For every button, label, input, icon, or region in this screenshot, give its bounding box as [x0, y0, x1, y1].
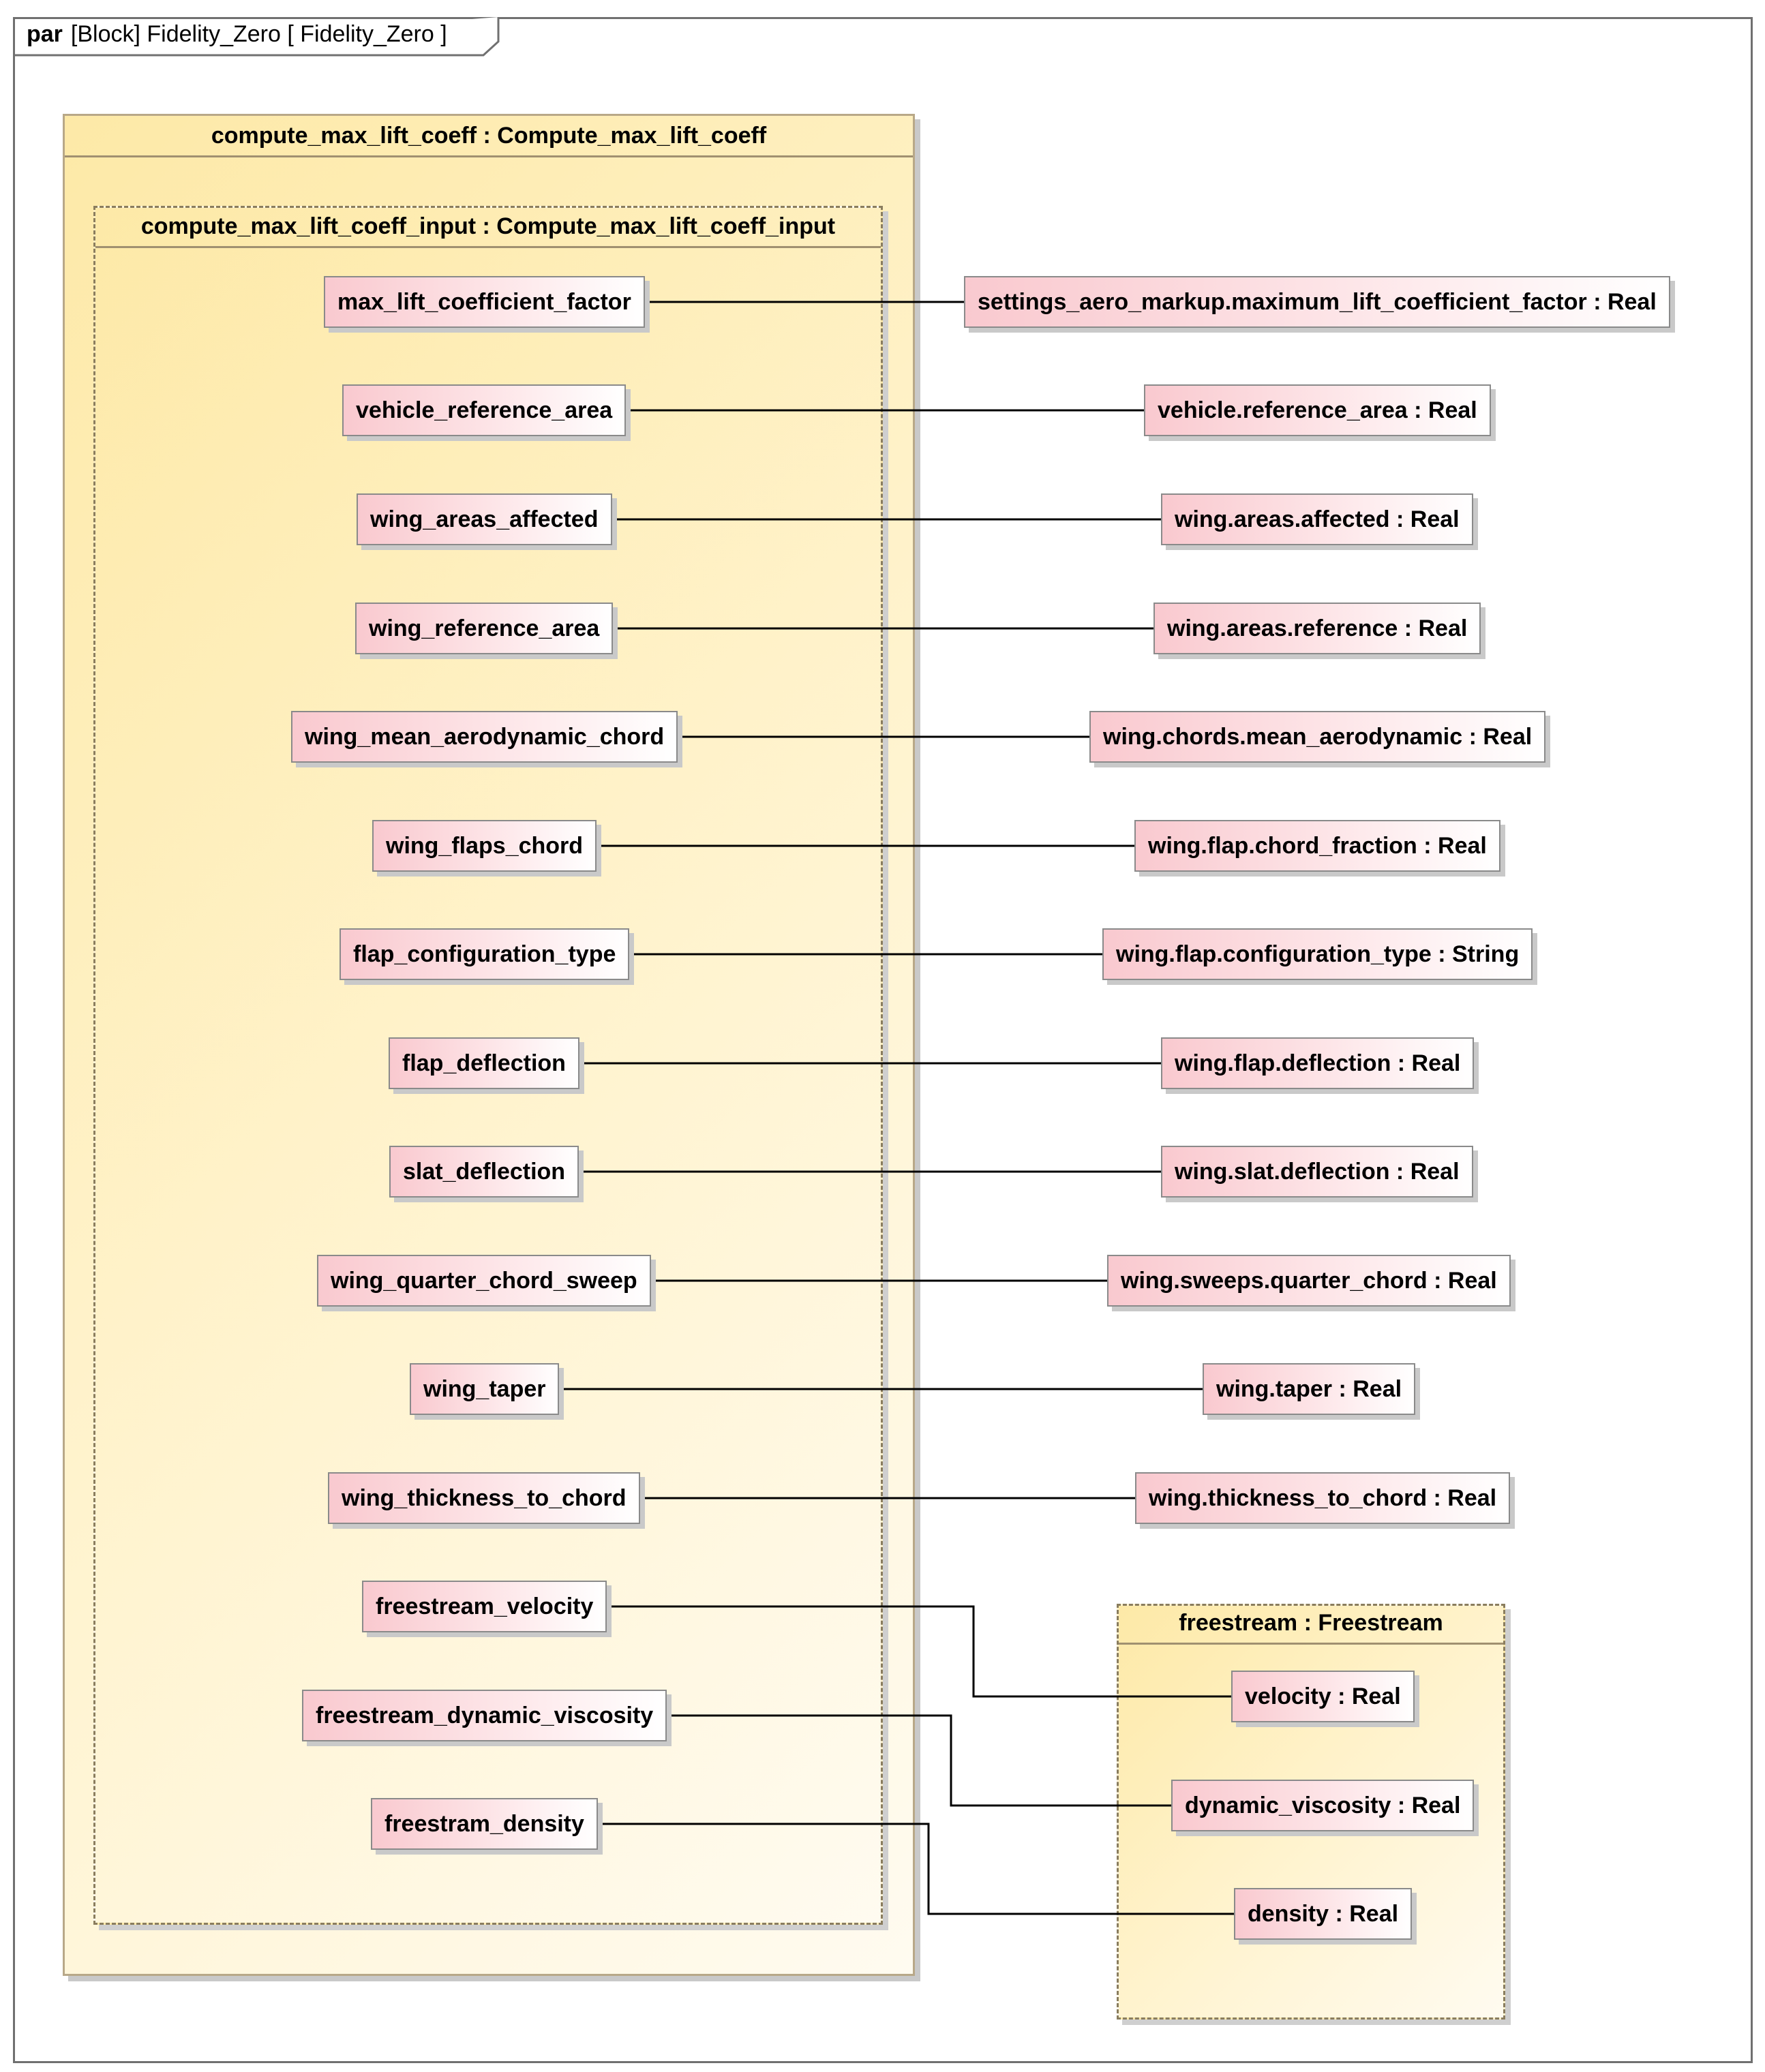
value-property-wing-flap-deflection[interactable]: wing.flap.deflection : Real — [1161, 1037, 1474, 1089]
value-property-wing-sweeps-quarter-chord[interactable]: wing.sweeps.quarter_chord : Real — [1107, 1255, 1511, 1307]
value-property-wing-slat-deflection[interactable]: wing.slat.deflection : Real — [1161, 1146, 1473, 1198]
diagram-kind-keyword: par — [27, 21, 63, 47]
input-port-wing-areas-affected[interactable]: wing_areas_affected — [357, 493, 612, 545]
binding-connector-freestream-2[interactable] — [667, 1716, 1171, 1806]
value-property-vehicle-reference-area[interactable]: vehicle.reference_area : Real — [1144, 384, 1491, 436]
freestream-port-density[interactable]: density : Real — [1234, 1888, 1412, 1940]
input-port-freestream-velocity[interactable]: freestream_velocity — [362, 1581, 607, 1632]
value-property-wing-chords-mean-aerodynamic[interactable]: wing.chords.mean_aerodynamic : Real — [1089, 711, 1545, 763]
binding-connector-freestream-3[interactable] — [598, 1824, 1234, 1914]
value-property-wing-flap-configuration-type[interactable]: wing.flap.configuration_type : String — [1102, 928, 1533, 980]
input-port-wing-reference-area[interactable]: wing_reference_area — [355, 603, 613, 654]
freestream-port-dynamic-viscosity[interactable]: dynamic_viscosity : Real — [1171, 1780, 1474, 1831]
compute-max-lift-coeff-input-title: compute_max_lift_coeff_input : Compute_max_lift_coeff_input — [140, 213, 836, 239]
compute-max-lift-coeff-title: compute_max_lift_coeff : Compute_max_lift_coeff — [211, 123, 767, 149]
input-port-freestram-density[interactable]: freestram_density — [371, 1798, 598, 1850]
input-port-wing-quarter-chord-sweep[interactable]: wing_quarter_chord_sweep — [317, 1255, 651, 1307]
value-property-settings-aero-markup-maximum-lift-coefficient-factor[interactable]: settings_aero_markup.maximum_lift_coefficient_factor : Real — [964, 276, 1670, 328]
input-port-wing-mean-aerodynamic-chord[interactable]: wing_mean_aerodynamic_chord — [291, 711, 678, 763]
value-property-wing-thickness-to-chord[interactable]: wing.thickness_to_chord : Real — [1135, 1472, 1510, 1524]
input-port-flap-configuration-type[interactable]: flap_configuration_type — [340, 928, 629, 980]
input-port-max-lift-coefficient-factor[interactable]: max_lift_coefficient_factor — [324, 276, 645, 328]
input-port-wing-thickness-to-chord[interactable]: wing_thickness_to_chord — [328, 1472, 640, 1524]
frame-header-label: [Block] Fidelity_Zero [ Fidelity_Zero ] — [70, 21, 447, 47]
input-port-freestream-dynamic-viscosity[interactable]: freestream_dynamic_viscosity — [302, 1690, 667, 1741]
input-port-wing-taper[interactable]: wing_taper — [410, 1363, 559, 1415]
value-property-wing-flap-chord-fraction[interactable]: wing.flap.chord_fraction : Real — [1134, 820, 1500, 872]
input-port-vehicle-reference-area[interactable]: vehicle_reference_area — [342, 384, 626, 436]
input-port-slat-deflection[interactable]: slat_deflection — [389, 1146, 579, 1198]
value-property-wing-areas-affected[interactable]: wing.areas.affected : Real — [1161, 493, 1473, 545]
value-property-wing-taper[interactable]: wing.taper : Real — [1203, 1363, 1415, 1415]
value-property-wing-areas-reference[interactable]: wing.areas.reference : Real — [1153, 603, 1481, 654]
input-port-flap-deflection[interactable]: flap_deflection — [389, 1037, 579, 1089]
freestream-title: freestream : Freestream — [1179, 1610, 1443, 1636]
freestream-port-velocity[interactable]: velocity : Real — [1231, 1671, 1415, 1722]
input-port-wing-flaps-chord[interactable]: wing_flaps_chord — [372, 820, 597, 872]
binding-connector-freestream-1[interactable] — [607, 1606, 1231, 1696]
